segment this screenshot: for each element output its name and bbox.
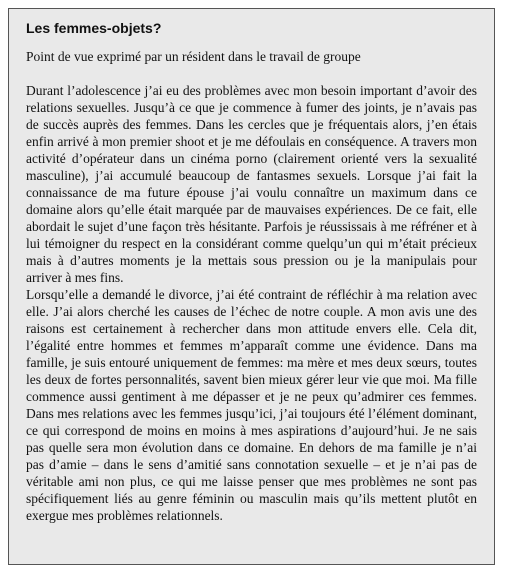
paragraph-1: Durant l’adolescence j’ai eu des problèmes avec mon besoin important d’avoir des relations sexuelles. Jusqu’à ce que je commence à fumer des joints, je n’avais pas de succès auprès des femmes. Dans les cercles que je fréquentais alors, j’en étais enfin arrivé à mon premier shoot et je me défoulais en conséquence. A travers mon activité d’opérateur dans un cinéma porno (clairement orienté vers la sexualité masculine), j’ai accumulé beaucoup de fantasmes sexuels. Lorsque j’ai fait la connaissance de ma future épouse j’ai voulu connaître un maximum dans ce domaine alors qu’elle était marquée par de mauvaises expériences. De ce fait, elle abordait le sujet d’une façon très hésitante. Parfois je réussissais à me réfréner et à lui témoigner du respect en la considérant comme quelqu’un qui m’était précieux mais à d’autres moments je la mettais sous pression ou je la manipulais pour arriver à mes fins.: [26, 83, 477, 285]
box-subtitle: Point de vue exprimé par un résident dans le travail de groupe: [26, 49, 361, 64]
paragraph-2: Lorsqu’elle a demandé le divorce, j’ai été contraint de réfléchir à ma relation avec elle. J’ai alors cherché les causes de l’échec de notre couple. A mon avis une des raisons est certainement à rechercher dans mon attitude envers elle. Cela dit, l’égalité entre hommes et femmes m’apparaît comme une évidence. Dans ma famille, je suis entouré uniquement de femmes: ma mère et mes deux sœurs, toutes les deux de fortes personnalités, savent bien mieux gérer leur vie que moi. Ma fille commence aussi gentiment à me dépasser et je ne peux qu’admirer ces femmes. Dans mes relations avec les femmes jusqu’ici, j’ai toujours été l’élément dominant, ce qui correspond de moins en moins à mes aspirations d’aujourd’hui. Je ne sais pas quelle sera mon évolution dans ce domaine. En dehors de ma famille je n’ai pas d’amie – dans le sens d’amitié sans connotation sexuelle – et je n’ai pas de véritable ami non plus, ce qui me laisse penser que mes problèmes ne sont pas spécifiquement liés au genre féminin ou masculin mais qu’ils mettent plutôt en exergue mes problèmes relationnels.: [26, 287, 477, 523]
text-box: [8, 8, 495, 565]
box-title: Les femmes-objets?: [26, 20, 162, 36]
